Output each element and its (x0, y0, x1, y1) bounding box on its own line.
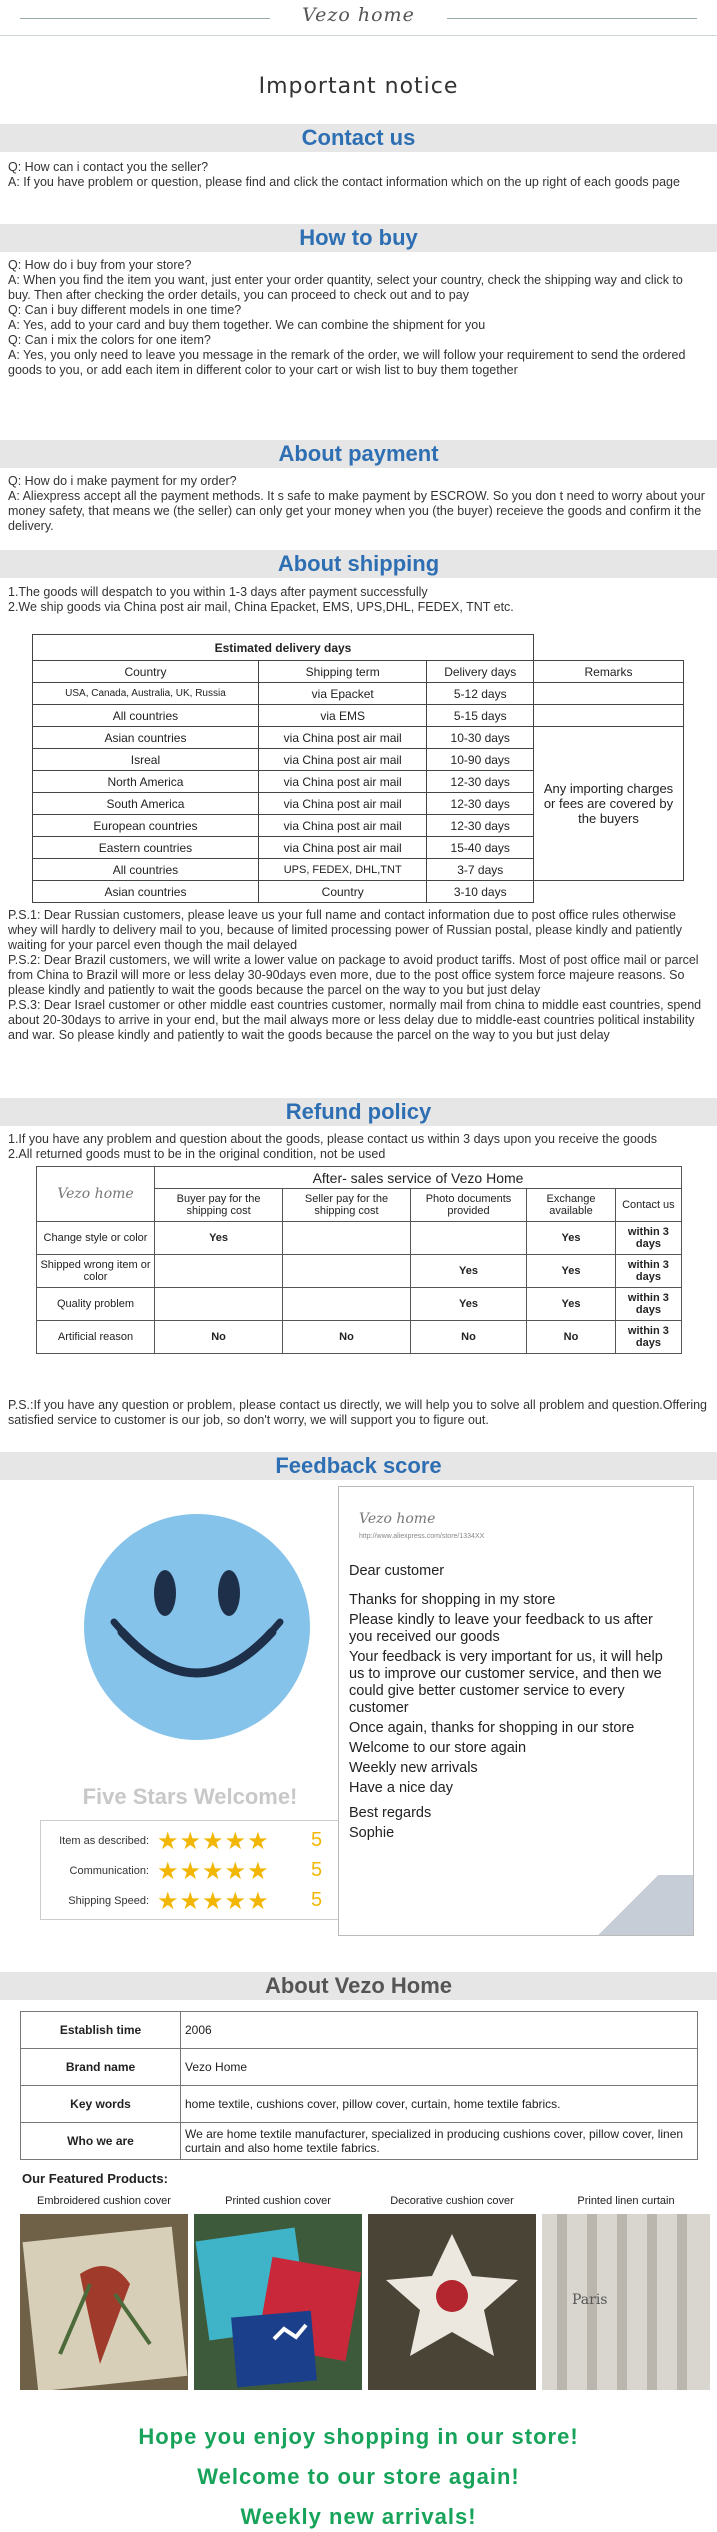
table-row (33, 705, 684, 727)
cell: via Epacket (258, 683, 427, 705)
closing-line: Hope you enjoy shopping in our store! (138, 2424, 579, 2449)
cell: 15-40 days (427, 837, 534, 859)
remarks-cell: Any importing charges or fees are covered by the buyers (534, 727, 684, 881)
cell: via China post air mail (258, 727, 427, 749)
section-heading-contact: Contact us (0, 124, 717, 152)
cell: Asian countries (33, 727, 259, 749)
cell: No (211, 1331, 226, 1343)
cell: 3-7 days (427, 859, 534, 881)
ps-note: P.S.1: Dear Russian customers, please leave us your full name and contact information due to post office rules otherwise whey will hardly to delivery mail to you, because of limited processing power of Russian postal, please kindly and patiently waiting for your parcel even though the mail delayed (8, 908, 682, 952)
col-header: Remarks (534, 661, 684, 683)
shipping-line: 1.The goods will despatch to you within 1-3 days after payment successfully (8, 585, 428, 599)
product-caption: Decorative cushion cover (390, 2195, 514, 2207)
rating-label: Item as described: (59, 1835, 149, 1847)
section-heading-refund: Refund policy (0, 1098, 717, 1126)
cell: via EMS (258, 705, 427, 727)
row-value: 2006 (181, 2012, 698, 2049)
closing-line: Welcome to our store again! (197, 2464, 520, 2489)
product-caption: Printed linen curtain (577, 2195, 675, 2207)
cell: 12-30 days (427, 793, 534, 815)
cell: via China post air mail (258, 749, 427, 771)
section-heading-payment: About payment (0, 440, 717, 468)
letter-line: Best regards (349, 1805, 432, 1821)
how-to-buy-text (8, 258, 708, 378)
col-header: Country (33, 661, 259, 683)
cell: North America (33, 771, 259, 793)
product-printed-linen-curtain[interactable] (542, 2192, 710, 2392)
col-header: Delivery days (427, 661, 534, 683)
row-key: Establish time (21, 2012, 181, 2049)
question: Q: Can i mix the colors for one item? (8, 333, 211, 347)
star-icon: ★★★★★ (157, 1828, 270, 1855)
table-row (37, 1255, 682, 1288)
col-header: Seller pay for the shipping cost (283, 1189, 411, 1222)
feedback-letter (338, 1486, 694, 1936)
question: Q: How can i contact you the seller? (8, 160, 209, 174)
cell: 5-15 days (427, 705, 534, 727)
page-curl (563, 1875, 693, 1935)
row-value: We are home textile manufacturer, specialized in producing cushions cover, pillow cover, linen curtain and also home textile fabrics. (181, 2123, 698, 2160)
cell: No (339, 1331, 354, 1343)
product-printed-cushion[interactable] (194, 2192, 362, 2392)
cell: Yes (561, 1265, 581, 1277)
letter-body (349, 1563, 667, 1845)
letter-line: Welcome to our store again (349, 1740, 527, 1756)
product-caption: Embroidered cushion cover (37, 2195, 171, 2207)
table-logo: Vezo home (37, 1167, 155, 1222)
col-header: Shipping term (258, 661, 427, 683)
ps-note: P.S.2: Dear Brazil customers, we will write a lower value on package to avoid product tariffs. Most of post office mail or parcel from China to Brazil will more or less delay 30-90days even more, due to the post office system force majeure reasons. So please kindly and patiently to wait the goods because the parcel on the way to you but just delay (8, 953, 699, 997)
cell: Country (258, 881, 427, 903)
letter-line: Weekly new arrivals (349, 1760, 478, 1776)
col-header: Photo documents provided (410, 1189, 526, 1222)
rating-label: Shipping Speed: (68, 1895, 149, 1907)
rating-score: 5 (311, 1829, 323, 1851)
cell: Isreal (33, 749, 259, 771)
cell: Yes (561, 1232, 581, 1244)
answer: A: If you have problem or question, please find and click the contact information which on the up right of each goods page (8, 175, 680, 189)
section-heading-about: About Vezo Home (0, 1972, 717, 2000)
rating-label: Communication: (69, 1865, 149, 1877)
cell: All countries (33, 705, 259, 727)
cell: 12-30 days (427, 815, 534, 837)
row-key: Key words (21, 2086, 181, 2123)
letter-line: Sophie (349, 1825, 395, 1841)
featured-label: Our Featured Products: (22, 2171, 168, 2186)
letter-logo: Vezo home (359, 1511, 436, 1527)
col-header: Exchange available (527, 1189, 616, 1222)
cell: Yes (209, 1232, 229, 1244)
product-caption: Printed cushion cover (225, 2195, 331, 2207)
cell: Asian countries (33, 881, 259, 903)
star-icon: ★★★★★ (157, 1888, 270, 1915)
cell: All countries (33, 859, 259, 881)
cell: European countries (33, 815, 259, 837)
svg-text:Paris: Paris (572, 2292, 608, 2308)
col-header: Buyer pay for the shipping cost (155, 1189, 283, 1222)
shipping-ps (8, 908, 708, 1043)
col-header: Contact us (615, 1189, 681, 1222)
question: Q: Can i buy different models in one time? (8, 303, 242, 317)
brand-bar (0, 0, 717, 36)
section-heading-feedback: Feedback score (0, 1452, 717, 1480)
row-key: Who we are (21, 2123, 181, 2160)
cell: 12-30 days (427, 771, 534, 793)
contact-text (8, 160, 708, 190)
letter-line: Please kindly to leave your feedback to us after you received our goods (349, 1612, 653, 1645)
shipping-text (8, 585, 708, 615)
table-row (37, 1288, 682, 1321)
question: Q: How do i make payment for my order? (8, 474, 237, 488)
cell: via China post air mail (258, 793, 427, 815)
five-stars-welcome: Five Stars Welcome! (82, 1784, 298, 1809)
cell: Yes (459, 1298, 478, 1310)
cell: within 3 days (627, 1226, 669, 1250)
answer: A: Aliexpress accept all the payment methods. It s safe to make payment by ESCROW. So you don t need to worry about your money safety, that means we (the seller) can only get your money when you (the buyer) receieve the goods and confirm it the delivery. (8, 489, 705, 533)
row-label: Change style or color (37, 1222, 155, 1255)
smiley-face-icon (84, 1514, 310, 1740)
row-key: Brand name (21, 2049, 181, 2086)
cell: USA, Canada, Australia, UK, Russia (33, 683, 259, 705)
cell: 5-12 days (427, 683, 534, 705)
row-label: Artificial reason (37, 1321, 155, 1354)
rating-box (40, 1820, 340, 1920)
table-row (21, 2049, 698, 2086)
letter-line: Once again, thanks for shopping in our store (349, 1720, 635, 1736)
smile-mouth (84, 1514, 310, 1740)
table-row (37, 1222, 682, 1255)
delivery-table (32, 634, 684, 903)
row-label: Shipped wrong item or color (37, 1255, 155, 1288)
cell: South America (33, 793, 259, 815)
rating-row (49, 1887, 339, 1915)
table-row (37, 1321, 682, 1354)
cell: Yes (561, 1298, 581, 1310)
cell: No (461, 1331, 476, 1343)
row-value: Vezo Home (181, 2049, 698, 2086)
rating-row (49, 1827, 339, 1855)
shipping-line: 2.We ship goods via China post air mail, China Epacket, EMS, UPS,DHL, FEDEX, TNT etc. (8, 600, 514, 614)
cell: within 3 days (627, 1259, 669, 1283)
embroidered-cushion-image (20, 2214, 188, 2390)
after-sales-table (36, 1166, 682, 1354)
star-icon: ★★★★★ (157, 1858, 270, 1885)
section-heading-shipping: About shipping (0, 550, 717, 578)
section-heading-how-to-buy: How to buy (0, 224, 717, 252)
refund-line: 2.All returned goods must to be in the original condition, not be used (8, 1147, 386, 1161)
cell: within 3 days (627, 1325, 669, 1349)
table-row (21, 2012, 698, 2049)
rating-score: 5 (311, 1859, 323, 1881)
cell: UPS, FEDEX, DHL,TNT (258, 859, 427, 881)
table-row (33, 683, 684, 705)
about-table (20, 2011, 698, 2160)
cell: 10-90 days (427, 749, 534, 771)
question: Q: How do i buy from your store? (8, 258, 192, 272)
closing-line: Weekly new arrivals! (240, 2504, 477, 2529)
cell: via China post air mail (258, 771, 427, 793)
product-embroidered-cushion[interactable] (20, 2192, 188, 2392)
table-row (33, 727, 684, 749)
letter-line: Have a nice day (349, 1780, 453, 1796)
cell: within 3 days (627, 1292, 669, 1316)
table-caption: After- sales service of Vezo Home (155, 1167, 682, 1189)
cell: via China post air mail (258, 815, 427, 837)
table-row (21, 2123, 698, 2160)
letter-line: Thanks for shopping in my store (349, 1592, 556, 1608)
table-caption: Estimated delivery days (33, 635, 534, 661)
refund-line: 1.If you have any problem and question about the goods, please contact us within 3 days upon you receive the goods (8, 1132, 658, 1146)
payment-text (8, 474, 708, 534)
linen-curtain-image (542, 2214, 710, 2390)
refund-text (8, 1132, 708, 1162)
row-label: Quality problem (37, 1288, 155, 1321)
ps-note: P.S.3: Dear Israel customer or other middle east countries customer, normally mail from china to middle east countries, spend about 20-30days to arrive in your end, but the mail always more or less delay due to middle-east countries political instability and war. So please kindly and patiently to wait the goods because the parcel on the way to you but just delay (8, 998, 702, 1042)
cell: Yes (459, 1265, 478, 1277)
brand-logo: Vezo home (302, 4, 415, 26)
cell: 10-30 days (427, 727, 534, 749)
refund-ps: P.S.:If you have any question or problem, please contact us directly, we will help you to solve all problem and question.Offering satisfied service to customer is our job, so don't worry, we will support you to figure out. (8, 1398, 708, 1427)
row-value: home textile, cushions cover, pillow cover, curtain, home textile fabrics. (181, 2086, 698, 2123)
answer: A: Yes, add to your card and buy them together. We can combine the shipment for you (8, 318, 486, 332)
letter-line: Dear customer (349, 1563, 445, 1579)
page-title: Important notice (258, 74, 459, 99)
product-decorative-cushion[interactable] (368, 2192, 536, 2392)
answer: A: Yes, you only need to leave you message in the remark of the order, we will follow your requirement to send the ordered goods to you, or add each item in different color to your cart or wish list to buy them together (8, 348, 686, 377)
answer: A: When you find the item you want, just enter your order quantity, select your country, check the shipping way and click to buy. Then after checking the order details, you can proceed to check out and to pay (8, 273, 683, 302)
table-row (21, 2086, 698, 2123)
rating-score: 5 (311, 1889, 323, 1911)
letter-line: Your feedback is very important for us, it will help us to improve our customer service, and then we could give better customer service to every customer (349, 1649, 663, 1716)
cell: via China post air mail (258, 837, 427, 859)
printed-cushion-image (194, 2214, 362, 2390)
letter-url: http://www.aliexpress.com/store/1334XX (359, 1533, 485, 1540)
decorative-cushion-image (368, 2214, 536, 2390)
cell: Eastern countries (33, 837, 259, 859)
rating-row (49, 1857, 339, 1885)
cell: 3-10 days (427, 881, 534, 903)
cell: No (563, 1331, 579, 1343)
table-row (33, 881, 684, 903)
